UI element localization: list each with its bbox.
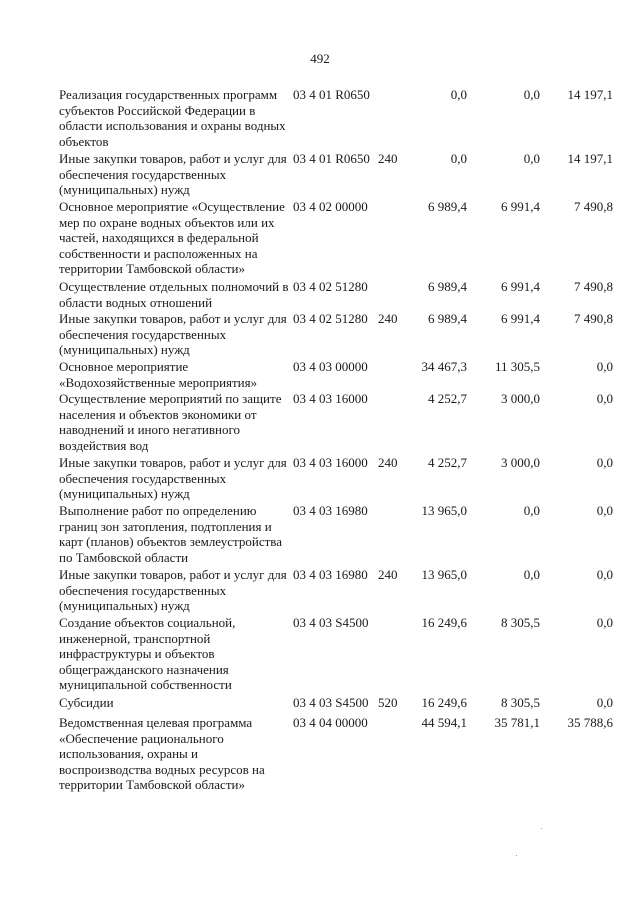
page-number: 492 xyxy=(310,51,330,66)
table-row xyxy=(59,311,619,359)
row-value-3: 0,0 xyxy=(596,503,613,518)
row-value-3: 7 490,8 xyxy=(574,199,613,214)
row-value-3: 0,0 xyxy=(596,455,613,470)
row-name: Основное мероприятие «Осуществление мер по охране водных объектов или их частей, находящихся в федеральной собственности и расположенных на территории Тамбовской области» xyxy=(59,199,285,276)
table-row xyxy=(59,567,619,615)
row-name: Создание объектов социальной, инженерной, транспортной инфраструктуры и объектов общегражданского назначения муниципальной собственности xyxy=(59,615,236,692)
row-code: 03 4 03 00000 xyxy=(293,359,368,374)
row-value-1: 44 594,1 xyxy=(421,715,467,730)
row-value-1: 16 249,6 xyxy=(421,695,467,710)
row-value-3: 0,0 xyxy=(596,695,613,710)
row-value-1: 6 989,4 xyxy=(428,311,467,326)
budget-table xyxy=(59,87,619,795)
row-value-1: 34 467,3 xyxy=(421,359,467,374)
row-name: Выполнение работ по определению границ зон затопления, подтопления и карт (планов) объектов землеустройства по Тамбовской области xyxy=(59,503,283,565)
table-row xyxy=(59,279,619,311)
scan-speck xyxy=(516,855,517,856)
row-type: 520 xyxy=(378,695,398,710)
row-value-3: 0,0 xyxy=(596,391,613,406)
row-code: 03 4 04 00000 xyxy=(293,715,368,730)
row-value-1: 0,0 xyxy=(450,151,467,166)
row-value-3: 7 490,8 xyxy=(574,311,613,326)
row-code: 03 4 03 16000 xyxy=(293,391,368,406)
row-value-1: 13 965,0 xyxy=(421,567,467,582)
scan-speck xyxy=(541,828,542,829)
table-row xyxy=(59,87,619,151)
row-code: 03 4 02 51280 xyxy=(293,279,368,294)
row-value-2: 8 305,5 xyxy=(501,695,540,710)
row-value-2: 11 305,5 xyxy=(494,359,540,374)
row-name: Ведомственная целевая программа «Обеспечение рационального использования, охраны и воспроизводства водных ресурсов на территории Тамбовской области» xyxy=(59,715,265,792)
row-value-2: 6 991,4 xyxy=(501,199,540,214)
table-row xyxy=(59,455,619,503)
row-value-3: 7 490,8 xyxy=(574,279,613,294)
table-row xyxy=(59,715,619,795)
row-value-2: 35 781,1 xyxy=(494,715,540,730)
table-row xyxy=(59,695,619,715)
row-type: 240 xyxy=(378,567,398,582)
row-code: 03 4 03 S4500 xyxy=(293,695,369,710)
row-value-3: 35 788,6 xyxy=(567,715,613,730)
row-value-3: 0,0 xyxy=(596,615,613,630)
row-name: Осуществление отдельных полномочий в области водных отношений xyxy=(59,279,289,310)
row-name: Иные закупки товаров, работ и услуг для обеспечения государственных (муниципальных) нужд xyxy=(59,455,287,501)
row-value-2: 3 000,0 xyxy=(501,455,540,470)
row-value-2: 6 991,4 xyxy=(501,311,540,326)
row-code: 03 4 02 51280 xyxy=(293,311,368,326)
row-value-1: 16 249,6 xyxy=(421,615,467,630)
row-code: 03 4 03 S4500 xyxy=(293,615,369,630)
row-code: 03 4 01 R0650 xyxy=(293,87,370,102)
row-name: Иные закупки товаров, работ и услуг для обеспечения государственных (муниципальных) нужд xyxy=(59,567,287,613)
row-value-1: 4 252,7 xyxy=(428,391,467,406)
row-code: 03 4 03 16000 xyxy=(293,455,368,470)
row-value-1: 6 989,4 xyxy=(428,279,467,294)
row-type: 240 xyxy=(378,311,398,326)
row-value-3: 0,0 xyxy=(596,567,613,582)
row-type: 240 xyxy=(378,151,398,166)
table-row xyxy=(59,503,619,567)
row-value-2: 0,0 xyxy=(523,151,540,166)
row-value-2: 0,0 xyxy=(523,503,540,518)
row-code: 03 4 02 00000 xyxy=(293,199,368,214)
row-name: Основное мероприятие «Водохозяйственные мероприятия» xyxy=(59,359,258,390)
row-code: 03 4 03 16980 xyxy=(293,567,368,582)
row-value-3: 14 197,1 xyxy=(567,87,613,102)
row-name: Иные закупки товаров, работ и услуг для обеспечения государственных (муниципальных) нужд xyxy=(59,151,287,197)
row-type: 240 xyxy=(378,455,398,470)
table-row xyxy=(59,615,619,695)
row-name: Иные закупки товаров, работ и услуг для обеспечения государственных (муниципальных) нужд xyxy=(59,311,287,357)
table-row xyxy=(59,199,619,279)
table-row xyxy=(59,391,619,455)
row-name: Субсидии xyxy=(59,695,114,710)
row-value-2: 0,0 xyxy=(523,87,540,102)
row-value-1: 4 252,7 xyxy=(428,455,467,470)
row-value-1: 6 989,4 xyxy=(428,199,467,214)
row-value-2: 8 305,5 xyxy=(501,615,540,630)
row-value-1: 0,0 xyxy=(450,87,467,102)
row-value-2: 6 991,4 xyxy=(501,279,540,294)
table-row xyxy=(59,359,619,391)
row-code: 03 4 01 R0650 xyxy=(293,151,370,166)
table-row xyxy=(59,151,619,199)
row-code: 03 4 03 16980 xyxy=(293,503,368,518)
row-value-2: 0,0 xyxy=(523,567,540,582)
row-name: Осуществление мероприятий по защите населения и объектов экономики от наводнений и иного негативного воздействия вод xyxy=(59,391,282,453)
row-name: Реализация государственных программ субъектов Российской Федерации в области использования и охраны водных объектов xyxy=(59,87,286,149)
row-value-2: 3 000,0 xyxy=(501,391,540,406)
row-value-1: 13 965,0 xyxy=(421,503,467,518)
row-value-3: 14 197,1 xyxy=(567,151,613,166)
row-value-3: 0,0 xyxy=(596,359,613,374)
